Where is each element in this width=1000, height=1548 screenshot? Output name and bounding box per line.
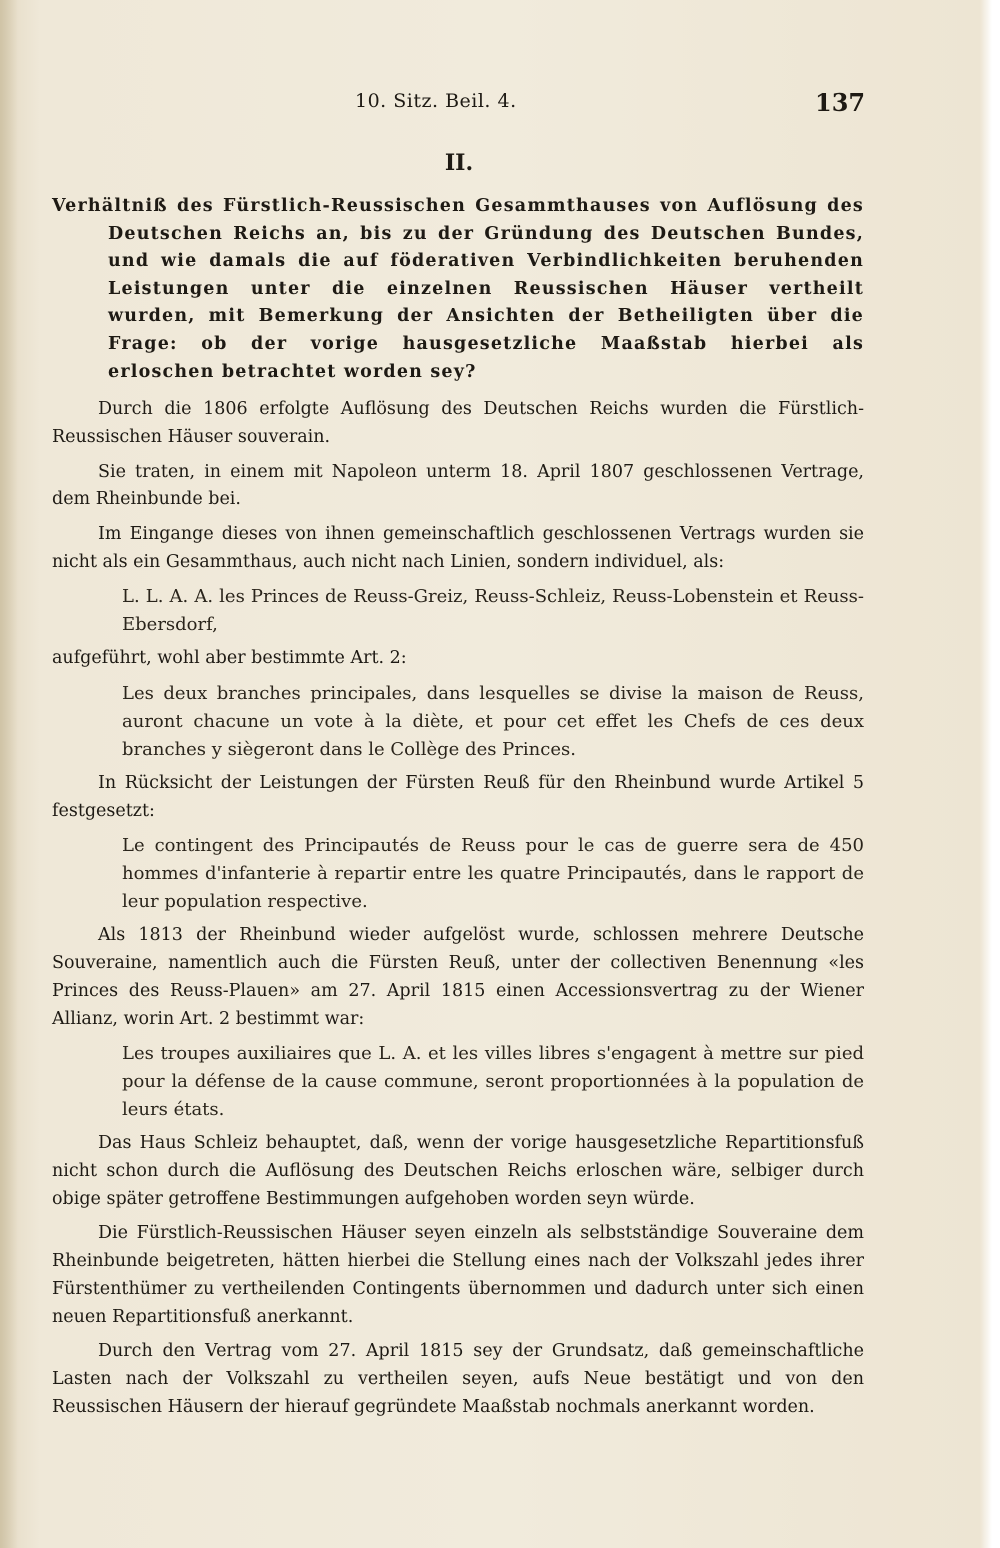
main-text (52, 193, 864, 1428)
paragraph-6: Als 1813 der Rheinbund wieder aufgelöst wurde, schlossen mehrere Deutsche Souveraine, namentlich auch die Fürsten Reuß, unter der collectiven Benennung «les Princes des Reuss-Plauen» am 27. April 1815 einen Accessionsvertrag zu der Wiener Allianz, worin Art. 2 bestimmt war: (52, 925, 864, 1029)
paragraph-1: Durch die 1806 erfolgte Auflösung des Deutschen Reichs wurden die Fürstlich-Reussischen Häuser souverain. (52, 399, 864, 447)
paragraph-9: Durch den Vertrag vom 27. April 1815 sey der Grundsatz, daß gemeinschaftliche Lasten nach der Volkszahl zu vertheilen seyen, aufs Neue bestätigt und von den Reussischen Häusern der hierauf gegründete Maaßstab nochmals anerkannt worden. (52, 1341, 864, 1417)
paragraph-8: Die Fürstlich-Reussischen Häuser seyen einzeln als selbstständige Souveraine dem Rheinbunde beigetreten, hätten hierbei die Stellung eines nach der Volkszahl jedes ihrer Fürstenthümer zu vertheilenden Contingents übernommen und dadurch unter sich einen neuen Repartitionsfuß anerkannt. (52, 1223, 864, 1327)
section-number: II. (444, 150, 474, 176)
french-quote-2: Les deux branches principales, dans lesquelles se divise la maison de Reuss, auront chacune un vote à la diète, et pour cet effet les Chefs de ces deux branches y siègeront dans le Collège des Princes. (122, 683, 864, 761)
french-quote-4: Les troupes auxiliaires que L. A. et les villes libres s'engagent à mettre sur pied pour la défense de la cause commune, seront proportionnées à la population de leurs états. (122, 1043, 864, 1121)
page-gutter-shadow (0, 0, 18, 1548)
page-number: 137 (815, 88, 866, 117)
paragraph-7: Das Haus Schleiz behauptet, daß, wenn der vorige hausgesetzliche Repartitionsfuß nicht schon durch die Auflösung des Deutschen Reichs erloschen wäre, selbiger durch obige später getroffene Bestimmungen aufgehoben worden seyn würde. (52, 1133, 864, 1209)
french-quote-3: Le contingent des Principautés de Reuss pour le cas de guerre sera de 450 hommes d'infanterie à repartir entre les quatre Principautés, dans le rapport de leur population respective. (122, 835, 864, 913)
paragraph-3: Im Eingange dieses von ihnen gemeinschaftlich geschlossenen Vertrags wurden sie nicht als ein Gesammthaus, auch nicht nach Linien, sondern individuel, als: (52, 523, 864, 572)
paragraph-4: aufgeführt, wohl aber bestimmte Art. 2: (52, 648, 407, 669)
paragraph-2: Sie traten, in einem mit Napoleon unterm 18. April 1807 geschlossenen Vertrage, dem Rheinbunde bei. (52, 461, 864, 510)
running-head: 10. Sitz. Beil. 4. (355, 90, 517, 112)
paragraph-5: In Rücksicht der Leistungen der Fürsten Reuß für den Rheinbund wurde Artikel 5 festgesetzt: (52, 773, 864, 821)
page-header (0, 90, 1000, 120)
section-heading: Verhältniß des Fürstlich-Reussischen Gesammthauses von Auflösung des Deutschen Reichs an, bis zu der Gründung des Deutschen Bundes, und wie damals die auf föderativen Verbindlichkeiten beruhenden Leistungen unter die einzelnen Reussischen Häuser vertheilt wurden, mit Bemerkung der Ansichten der Betheiligten über die Frage: ob der vorige hausgesetzliche Maaßstab hierbei als erloschen betrachtet worden sey? (52, 196, 864, 382)
french-quote-1: L. L. A. A. les Princes de Reuss-Greiz, Reuss-Schleiz, Reuss-Lobenstein et Reuss-Ebersdorf, (122, 586, 864, 636)
